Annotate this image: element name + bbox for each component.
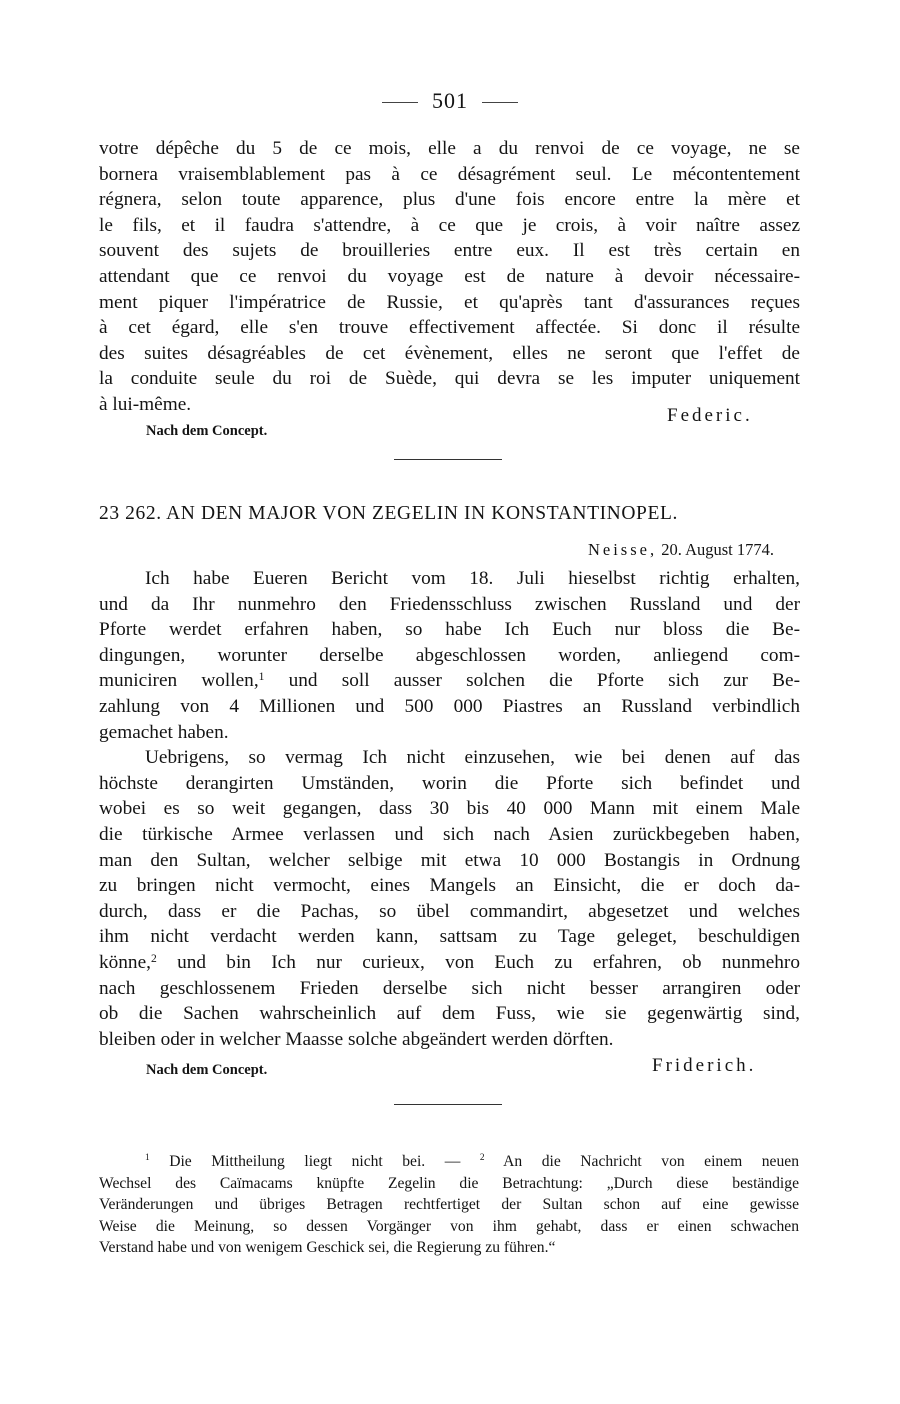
- text-line: [99, 668, 800, 694]
- text-fragment: könne,: [99, 951, 151, 973]
- header-dash-right: [482, 102, 518, 103]
- header-dash-left: [382, 102, 418, 103]
- signature-federic: Federic.: [667, 405, 753, 426]
- page-number: 501: [432, 88, 468, 113]
- signature-friderich: Friderich.: [652, 1055, 757, 1076]
- text-line: attendant que ce renvoi du voyage est de nature à devoir nécessaire-: [99, 265, 800, 287]
- footnotes: [99, 1151, 799, 1259]
- footnote-line: [99, 1151, 799, 1173]
- text-line: durch, dass er die Pachas, so übel commandirt, abgesetzet und welches: [99, 900, 800, 922]
- text-line: die türkische Armee verlassen und sich nach Asien zurückbegeben haben,: [99, 823, 800, 845]
- footnote-line: Weise die Meinung, so dessen Vorgänger von ihm gehabt, dass er einen schwachen: [99, 1217, 799, 1235]
- footnote-ref-2: 2: [150, 951, 157, 965]
- footnote-text: Die Mittheilung liegt nicht bei. —: [169, 1153, 461, 1170]
- text-fragment: municiren wollen,: [99, 670, 259, 692]
- page-header: [0, 88, 900, 114]
- footnote-mark-2: 2: [479, 1153, 485, 1163]
- section-divider: [394, 459, 502, 460]
- letter-body: [99, 566, 800, 1052]
- footnote-mark-1: 1: [145, 1153, 150, 1163]
- dateline-place: Neisse,: [587, 540, 658, 559]
- text-line: bornera vraisemblablement pas à ce désagrément seul. Le mécontentement: [99, 163, 800, 185]
- text-fragment: und soll ausser solchen die Pforte sich zur Be-: [264, 670, 800, 692]
- footnote-ref-1: 1: [258, 670, 265, 684]
- text-line: nach geschlossenem Frieden derselbe sich nicht besser arrangiren oder: [99, 977, 800, 999]
- previous-letter-text: [99, 136, 800, 418]
- footnote-line: Verstand habe und von wenigem Geschick sei, die Regierung zu führen.“: [99, 1239, 556, 1256]
- dateline: [588, 540, 774, 560]
- text-line: le fils, et il faudra s'attendre, à ce que je crois, à voir naître assez: [99, 214, 800, 236]
- text-fragment: und bin Ich nur curieux, von Euch zu erfahren, ob nunmehro: [156, 951, 800, 973]
- text-line: man den Sultan, welcher selbige mit etwa 10 000 Bostangis in Ordnung: [99, 849, 800, 871]
- letter-heading: 23 262. AN DEN MAJOR VON ZEGELIN IN KONSTANTINOPEL.: [99, 503, 678, 524]
- text-line: bleiben oder in welcher Maasse solche abgeändert werden dörften.: [99, 1028, 614, 1050]
- text-line: zahlung von 4 Millionen und 500 000 Piastres an Russland verbindlich: [99, 695, 800, 717]
- text-line: à lui-même.: [99, 393, 192, 415]
- text-line: dingungen, worunter derselbe abgeschlossen worden, anliegend com-: [99, 644, 800, 666]
- dateline-date: 20. August 1774.: [661, 540, 774, 559]
- text-line: la conduite seule du roi de Suède, qui devra se les imputer uniquement: [99, 368, 800, 390]
- footnote-line: Wechsel des Caïmacams knüpfte Zegelin die Betrachtung: „Durch diese beständige: [99, 1174, 799, 1192]
- text-line: [99, 950, 800, 976]
- text-line: Pforte werdet erfahren haben, so habe Ich Euch nur bloss die Be-: [99, 619, 800, 641]
- text-line: à cet égard, elle s'en trouve effectivement affectée. Si donc il résulte: [99, 317, 800, 339]
- text-line: ob die Sachen wahrscheinlich auf dem Fuss, wie sie gegenwärtig sind,: [99, 1003, 800, 1025]
- text-line: souvent des sujets de brouilleries entre eux. Il est très certain en: [99, 240, 800, 262]
- text-line: régnera, selon toute apparence, plus d'une fois encore entre la mère et: [99, 189, 800, 211]
- section-divider: [394, 1104, 502, 1105]
- text-line: Uebrigens, so vermag Ich nicht einzusehen, wie bei denen auf das: [145, 747, 800, 769]
- source-note: Nach dem Concept.: [146, 1062, 268, 1078]
- text-line: zu bringen nicht vermocht, eines Mangels an Einsicht, die er doch da-: [99, 875, 800, 897]
- text-line: wobei es so weit gegangen, dass 30 bis 40 000 Mann mit einem Male: [99, 798, 800, 820]
- footnote-line: Veränderungen und übriges Betragen rechtfertiget der Sultan schon auf eine gewisse: [99, 1196, 799, 1213]
- text-line: Ich habe Eueren Bericht vom 18. Juli hieselbst richtig erhalten,: [145, 568, 800, 589]
- footnote-text: An die Nachricht von einem neuen: [503, 1153, 799, 1170]
- text-line: und da Ihr nunmehro den Friedensschluss zwischen Russland und der: [99, 593, 800, 615]
- text-line: des suites désagréables de cet évènement, elles ne seront que l'effet de: [99, 342, 800, 364]
- text-line: ihm nicht verdacht werden kann, sattsam zu Tage geleget, beschuldigen: [99, 926, 800, 948]
- text-line: votre dépêche du 5 de ce mois, elle a du renvoi de ce voyage, ne se: [99, 138, 800, 159]
- text-line: ment piquer l'impératrice de Russie, et qu'après tant d'assurances reçues: [99, 291, 800, 313]
- text-line: gemachet haben.: [99, 721, 229, 743]
- source-note: Nach dem Concept.: [146, 423, 268, 439]
- text-line: höchste derangirten Umständen, worin die Pforte sich befindet und: [99, 772, 800, 794]
